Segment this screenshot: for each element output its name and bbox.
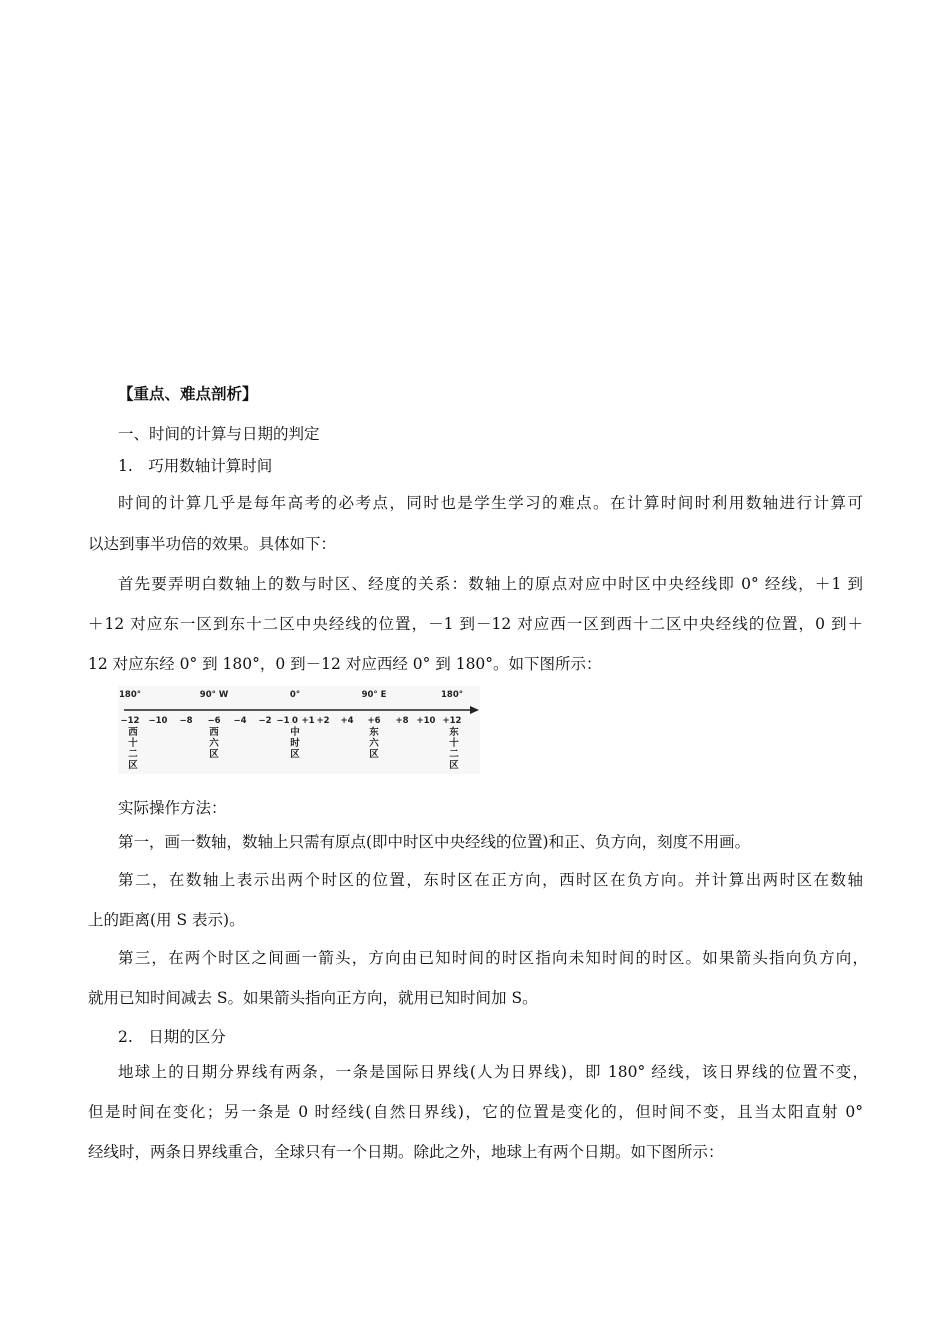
zone-label-char: 十 <box>449 738 459 749</box>
zone-label-char: 西 <box>128 727 138 738</box>
zone-label-char: 中 <box>290 727 300 738</box>
zone-label-char: 二 <box>449 749 459 760</box>
item-1-title: 1. 巧用数轴计算时间 <box>118 457 273 475</box>
paragraph-2-line-1: 首先要弄明白数轴上的数与时区、经度的关系：数轴上的原点对应中时区中央经线即 0° 经线，＋1 到 <box>118 575 863 593</box>
zone-label <box>209 726 219 760</box>
tick-label: +6 <box>367 716 381 726</box>
longitude-label: 0° <box>289 690 301 700</box>
zone-label-char: 西 <box>209 727 219 738</box>
longitude-label: 90° E <box>361 690 387 700</box>
subsection-title: 一、时间的计算与日期的判定 <box>118 425 320 443</box>
zone-label-char: 二 <box>128 749 138 760</box>
tick-label: −6 <box>207 716 221 726</box>
zone-label <box>128 726 138 771</box>
tick-label: 0 <box>292 716 298 726</box>
step-2-line-1: 第二，在数轴上表示出两个时区的位置，东时区在正方向，西时区在负方向。并计算出两时区在数轴 <box>118 871 863 889</box>
paragraph-2-line-3: 12 对应东经 0° 到 180°，0 到－12 对应西经 0° 到 180°。如下图所示： <box>88 655 602 673</box>
tick-label: +1 <box>301 716 315 726</box>
tick-label: −4 <box>233 716 247 726</box>
paragraph-2-line-2: ＋12 对应东一区到东十二区中央经线的位置，－1 到－12 对应西一区到西十二区中央经线的位置，0 到＋ <box>88 615 863 633</box>
method-title: 实际操作方法： <box>118 799 227 817</box>
tick-label: −1 <box>276 716 290 726</box>
paragraph-3-line-2: 但是时间在变化；另一条是 0 时经线(自然日界线)，它的位置是变化的，但时间不变，且当太阳直射 0° <box>88 1103 863 1121</box>
tick-label: +8 <box>395 716 409 726</box>
zone-label-char: 区 <box>128 760 138 771</box>
tick-label: +10 <box>416 716 436 726</box>
zone-label-char: 东 <box>369 727 379 738</box>
tick-label: −12 <box>120 716 140 726</box>
zone-label-char: 十 <box>128 738 138 749</box>
zone-label <box>290 726 300 760</box>
zone-label-char: 六 <box>369 738 379 749</box>
zone-label-char: 时 <box>290 738 300 749</box>
tick-label: −2 <box>258 716 272 726</box>
tick-label: −8 <box>179 716 193 726</box>
zone-label-char: 东 <box>449 727 459 738</box>
paragraph-3-line-1: 地球上的日期分界线有两条，一条是国际日界线(人为日界线)，即 180° 经线，该日界线的位置不变， <box>118 1063 868 1081</box>
tick-label: +12 <box>442 716 462 726</box>
tick-label: +2 <box>316 716 330 726</box>
step-3-line-2: 就用已知时间减去 S。如果箭头指向正方向，就用已知时间加 S。 <box>88 989 538 1007</box>
time-zone-number-line-figure <box>118 686 480 774</box>
paragraph-1-line-1: 时间的计算几乎是每年高考的必考点，同时也是学生学习的难点。在计算时间时利用数轴进行计算可 <box>118 494 863 512</box>
section-heading: 【重点、难点剖析】 <box>118 385 258 403</box>
step-2-line-2: 上的距离(用 S 表示)。 <box>88 911 245 929</box>
tick-label: −10 <box>148 716 168 726</box>
zone-label-char: 区 <box>209 749 219 760</box>
step-3-line-1: 第三，在两个时区之间画一箭头，方向由已知时间的时区指向未知时间的时区。如果箭头指向负方向， <box>118 949 868 967</box>
longitude-label: 180° <box>441 690 463 700</box>
item-2-title: 2. 日期的区分 <box>118 1028 226 1046</box>
step-1: 第一，画一数轴，数轴上只需有原点(即中时区中央经线的位置)和正、负方向，刻度不用画。 <box>118 833 751 851</box>
zone-label-char: 六 <box>209 738 219 749</box>
zone-label <box>449 726 459 771</box>
zone-label-char: 区 <box>290 749 300 760</box>
zone-label-char: 区 <box>369 749 379 760</box>
paragraph-3-line-3: 经线时，两条日界线重合，全球只有一个日期。除此之外，地球上有两个日期。如下图所示： <box>88 1143 724 1161</box>
longitude-label: 180° <box>119 690 141 700</box>
zone-label <box>369 726 379 760</box>
number-line-svg <box>118 686 480 774</box>
tick-label: +4 <box>340 716 354 726</box>
paragraph-1-line-2: 以达到事半功倍的效果。具体如下： <box>88 535 337 553</box>
zone-label-char: 区 <box>449 760 459 771</box>
longitude-label: 90° W <box>199 690 229 700</box>
